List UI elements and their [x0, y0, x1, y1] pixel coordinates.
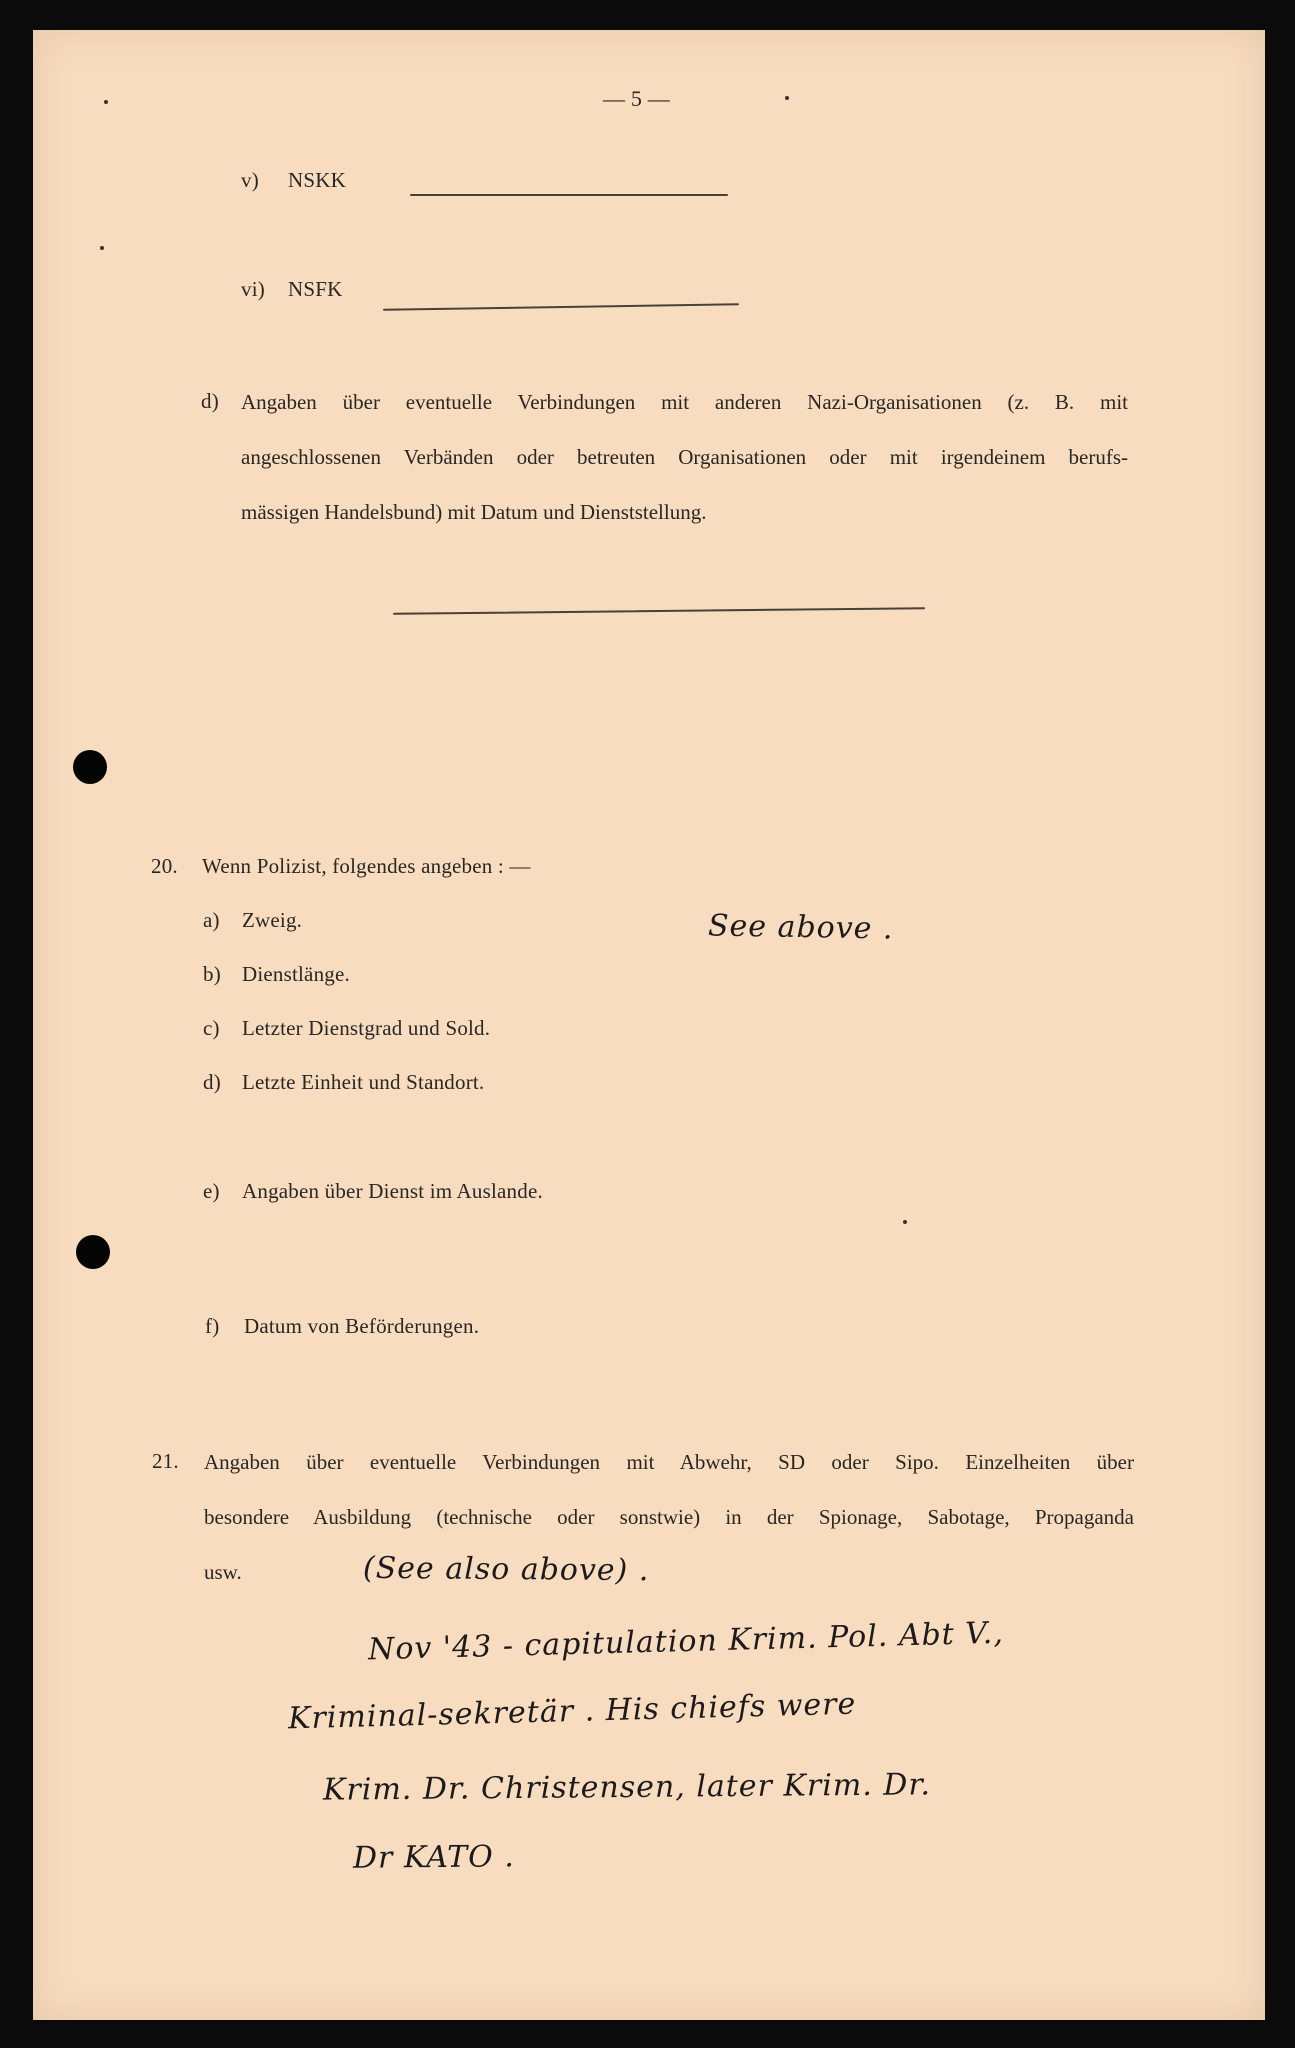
q20-f-marker: f)	[205, 1314, 220, 1338]
q20-e-text: Angaben über Dienst im Auslande.	[242, 1179, 543, 1203]
paper-speck	[903, 1220, 907, 1224]
document-page	[33, 30, 1265, 2020]
q20-number: 20.	[151, 854, 178, 878]
q21-number: 21.	[152, 1449, 179, 1473]
q20-c-text: Letzter Dienstgrad und Sold.	[242, 1016, 491, 1040]
q20-a-marker: a)	[203, 908, 220, 932]
q20-d-marker: d)	[203, 1070, 221, 1094]
q21-handwritten-line-5: Dr KATO .	[352, 1839, 515, 1876]
paper-speck	[100, 246, 104, 250]
q20-f-text: Datum von Beförderungen.	[244, 1314, 480, 1338]
punch-hole-top	[73, 750, 107, 784]
item-d-blank-line	[393, 607, 925, 615]
item-vi-label: NSFK	[288, 277, 343, 301]
q20-c-marker: c)	[203, 1016, 220, 1040]
item-d-line-1: Angaben über eventuelle Verbindungen mit anderen Nazi-Organisationen (z. B. mit	[241, 390, 1128, 414]
q20-b-marker: b)	[203, 962, 221, 986]
item-d-line-2: angeschlossenen Verbänden oder betreuten Organisationen oder mit irgendeinem berufs-	[241, 445, 1128, 469]
q20-e-marker: e)	[203, 1179, 220, 1203]
q20-a-text: Zweig.	[242, 908, 303, 932]
q21-line-1: Angaben über eventuelle Verbindungen mit Abwehr, SD oder Sipo. Einzelheiten über	[204, 1450, 1134, 1474]
item-vi-blank-line	[383, 303, 739, 311]
q21-handwritten-line-3: Kriminal-sekretär . His chiefs were	[287, 1686, 857, 1737]
item-d-marker: d)	[201, 389, 219, 413]
q20-d-text: Letzte Einheit und Standort.	[242, 1070, 485, 1094]
item-v-label: NSKK	[288, 168, 346, 192]
q21-handwritten-line-4: Krim. Dr. Christensen, later Krim. Dr.	[322, 1767, 932, 1808]
q20-handwritten-answer: See above .	[707, 908, 894, 947]
q20-title: Wenn Polizist, folgendes angeben : —	[202, 854, 531, 878]
q21-handwritten-line-1: (See also above) .	[362, 1550, 650, 1589]
page-number: — 5 —	[603, 86, 670, 111]
paper-speck	[104, 100, 108, 104]
q20-b-text: Dienstlänge.	[242, 962, 350, 986]
q21-line-2: besondere Ausbildung (technische oder sonstwie) in der Spionage, Sabotage, Propaganda	[204, 1505, 1134, 1529]
q21-handwritten-line-2: Nov '43 - capitulation Krim. Pol. Abt V.,	[367, 1615, 1005, 1668]
item-vi-marker: vi)	[241, 277, 265, 301]
item-v-marker: v)	[241, 168, 259, 192]
item-v-blank-line	[410, 194, 728, 196]
item-d-line-3: mässigen Handelsbund) mit Datum und Dienststellung.	[241, 500, 707, 524]
item-d-text	[241, 375, 1128, 540]
q21-text	[204, 1435, 1134, 1600]
paper-speck	[785, 96, 789, 100]
q21-line-3: usw.	[204, 1560, 242, 1584]
punch-hole-bottom	[76, 1235, 110, 1269]
